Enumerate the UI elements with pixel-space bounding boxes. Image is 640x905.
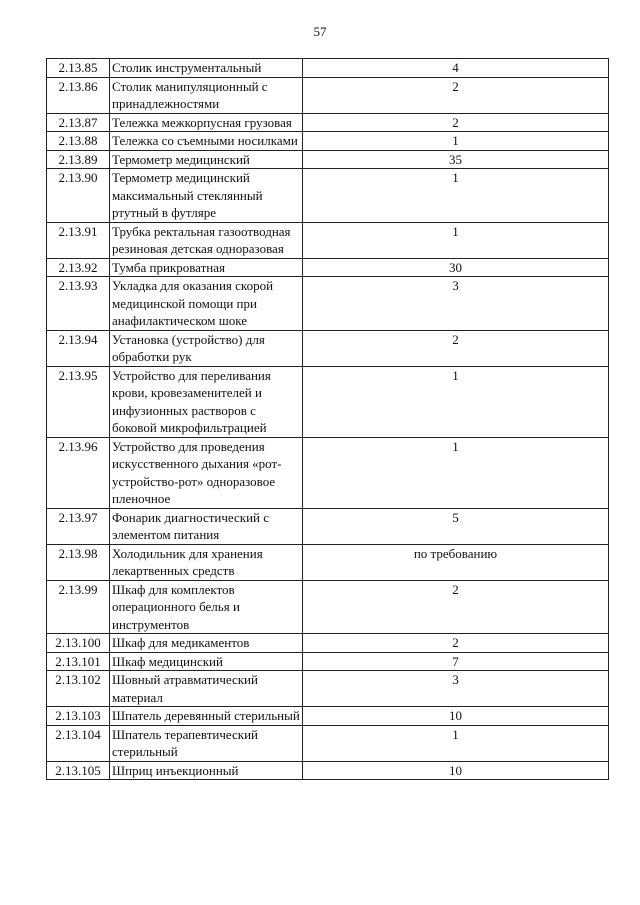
table-row: [47, 671, 609, 707]
item-quantity: 1: [303, 222, 609, 258]
item-quantity: 5: [303, 508, 609, 544]
item-name: Шкаф для медикаментов: [110, 634, 303, 653]
item-quantity: 2: [303, 330, 609, 366]
table-row: [47, 169, 609, 223]
item-name: Трубка ректальная газоотводная резиновая детская одноразовая: [110, 222, 303, 258]
item-quantity: 30: [303, 258, 609, 277]
table-row: [47, 150, 609, 169]
item-number: 2.13.91: [47, 222, 110, 258]
item-number: 2.13.88: [47, 132, 110, 151]
table-row: [47, 258, 609, 277]
item-number: 2.13.101: [47, 652, 110, 671]
item-quantity: 35: [303, 150, 609, 169]
item-name: Тумба прикроватная: [110, 258, 303, 277]
table-row: [47, 132, 609, 151]
item-number: 2.13.99: [47, 580, 110, 634]
item-name: Столик манипуляционный с принадлежностями: [110, 77, 303, 113]
table-row: [47, 222, 609, 258]
table-row: [47, 77, 609, 113]
item-number: 2.13.98: [47, 544, 110, 580]
item-number: 2.13.92: [47, 258, 110, 277]
item-quantity: 1: [303, 437, 609, 508]
item-number: 2.13.90: [47, 169, 110, 223]
item-number: 2.13.102: [47, 671, 110, 707]
item-name: Шприц инъекционный: [110, 761, 303, 780]
item-number: 2.13.93: [47, 277, 110, 331]
item-name: Термометр медицинский: [110, 150, 303, 169]
item-quantity: 2: [303, 634, 609, 653]
table-row: [47, 277, 609, 331]
table-row: [47, 544, 609, 580]
item-quantity: 10: [303, 707, 609, 726]
item-name: Термометр медицинский максимальный стеклянный ртутный в футляре: [110, 169, 303, 223]
item-quantity: 3: [303, 277, 609, 331]
table-row: [47, 580, 609, 634]
item-number: 2.13.94: [47, 330, 110, 366]
item-number: 2.13.87: [47, 113, 110, 132]
item-quantity: 1: [303, 169, 609, 223]
table-row: [47, 634, 609, 653]
item-name: Укладка для оказания скорой медицинской помощи при анафилактическом шоке: [110, 277, 303, 331]
item-quantity: 7: [303, 652, 609, 671]
item-quantity: 1: [303, 725, 609, 761]
table-row: [47, 725, 609, 761]
item-name: Шкаф медицинский: [110, 652, 303, 671]
item-name: Шовный атравматический материал: [110, 671, 303, 707]
item-name: Шпатель деревянный стерильный: [110, 707, 303, 726]
item-quantity: 2: [303, 113, 609, 132]
item-name: Тележка со съемными носилками: [110, 132, 303, 151]
equipment-table-body: [47, 59, 609, 780]
table-row: [47, 508, 609, 544]
item-name: Устройство для проведения искусственного дыхания «рот-устройство-рот» одноразовое пленочное: [110, 437, 303, 508]
page-number: 57: [313, 24, 327, 39]
table-row: [47, 761, 609, 780]
item-number: 2.13.97: [47, 508, 110, 544]
item-number: 2.13.104: [47, 725, 110, 761]
item-name: Установка (устройство) для обработки рук: [110, 330, 303, 366]
item-name: Шпатель терапевтический стерильный: [110, 725, 303, 761]
table-row: [47, 366, 609, 437]
item-quantity: 3: [303, 671, 609, 707]
item-number: 2.13.100: [47, 634, 110, 653]
item-name: Столик инструментальный: [110, 59, 303, 78]
item-name: Устройство для переливания крови, кровезаменителей и инфузионных растворов с боковой микрофильтрацией: [110, 366, 303, 437]
item-quantity: 1: [303, 366, 609, 437]
item-quantity: 2: [303, 580, 609, 634]
item-quantity: 4: [303, 59, 609, 78]
table-row: [47, 59, 609, 78]
equipment-table: [46, 58, 609, 780]
table-row: [47, 437, 609, 508]
item-name: Холодильник для хранения лекартвенных средств: [110, 544, 303, 580]
item-number: 2.13.105: [47, 761, 110, 780]
item-name: Шкаф для комплектов операционного белья и инструментов: [110, 580, 303, 634]
item-name: Фонарик диагностический с элементом питания: [110, 508, 303, 544]
item-quantity: 1: [303, 132, 609, 151]
table-row: [47, 330, 609, 366]
item-number: 2.13.103: [47, 707, 110, 726]
item-name: Тележка межкорпусная грузовая: [110, 113, 303, 132]
item-number: 2.13.96: [47, 437, 110, 508]
item-number: 2.13.95: [47, 366, 110, 437]
item-quantity: 2: [303, 77, 609, 113]
item-number: 2.13.89: [47, 150, 110, 169]
table-row: [47, 113, 609, 132]
item-quantity: 10: [303, 761, 609, 780]
item-number: 2.13.85: [47, 59, 110, 78]
item-number: 2.13.86: [47, 77, 110, 113]
table-row: [47, 707, 609, 726]
item-quantity: по требованию: [303, 544, 609, 580]
table-row: [47, 652, 609, 671]
